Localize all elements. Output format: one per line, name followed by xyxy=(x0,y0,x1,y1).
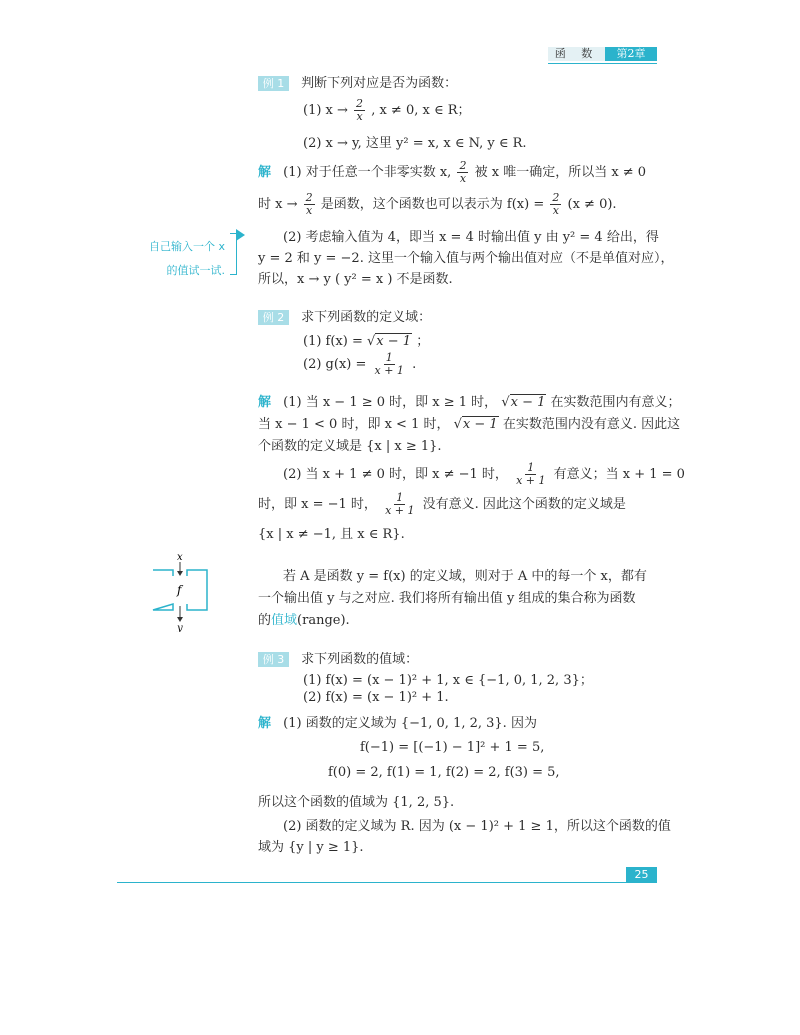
example-3-equation-1: f(−1) = [(−1) − 1]² + 1 = 5, xyxy=(360,740,545,755)
example-1-solution-line-1: 解 (1) 对于任意一个非零实数 x, $\frac{2}{x}$ 被 x 唯一确定，所以当 x ≠ 0 xyxy=(258,159,647,185)
page-number: 25 xyxy=(626,867,657,882)
example-1-item-2: (2) x → y, 这里 y² = x, x ∈ N, y ∈ R. xyxy=(303,136,527,151)
example-3-item-1: (1) f(x) = (x − 1)² + 1, x ∈ {−1, 0, 1, 2, 3}； xyxy=(303,673,593,688)
example-1-solution-line-3: (2) 考虑输入值为 4，即当 x = 4 时输出值 y 由 y² = 4 给出，得 xyxy=(283,230,659,245)
example-2-solution-line-4: (2) 当 x + 1 ≠ 0 时，即 x ≠ −1 时， $\frac{1}{x + 1}$ 有意义；当 x + 1 = 0 xyxy=(283,461,685,487)
example-2-title: 求下列函数的定义域： xyxy=(301,310,432,325)
range-definition-line-2: 一个输出值 y 与之对应. 我们将所有输出值 y 组成的集合称为函数 xyxy=(258,591,636,606)
example-2-badge: 例 2 xyxy=(258,310,289,325)
example-2-title-line xyxy=(258,306,431,325)
pointer-arrow-icon xyxy=(236,229,245,241)
example-1-solution-line-4: y = 2 和 y = −2. 这里一个输入值与两个输出值对应（不是单值对应）， xyxy=(258,251,674,266)
example-3-solution-line-3: (2) 函数的定义域为 R. 因为 (x − 1)² + 1 ≥ 1，所以这个函数的值 xyxy=(283,819,671,834)
fraction: $\frac{2}{x}$ xyxy=(459,159,467,185)
example-1-title-line xyxy=(258,72,457,91)
example-3-title: 求下列函数的值域： xyxy=(301,652,419,667)
example-2-solution-line-3: 个函数的定义域是 {x | x ≥ 1}. xyxy=(258,439,442,454)
example-2-solution-line-5: 时，即 x = −1 时， $\frac{1}{x + 1}$ 没有意义. 因此这个函数的定义域是 xyxy=(258,491,626,517)
example-1-title: 判断下列对应是否为函数： xyxy=(301,76,458,91)
fraction: $\frac{2}{x}$ xyxy=(552,191,560,217)
fraction: $\frac{2}{x}$ xyxy=(305,191,313,217)
fraction: $\frac{1}{x + 1}$ xyxy=(516,461,546,487)
diagram-function-label: f xyxy=(177,583,182,597)
example-2-solution-line-1: 解 (1) 当 x − 1 ≥ 0 时，即 x ≥ 1 时， √x − 1 在实数范围内有意义； xyxy=(258,395,681,410)
example-3-title-line xyxy=(258,648,418,667)
header-divider xyxy=(548,63,657,64)
example-2-item-1: (1) f(x) = √x − 1 ； xyxy=(303,334,430,349)
example-2-solution-line-2: 当 x − 1 < 0 时，即 x < 1 时， √x − 1 在实数范围内没有意义. 因此这 xyxy=(258,417,681,432)
example-1-item-1: (1) x → $\frac{2}{x}$ , x ≠ 0, x ∈ R； xyxy=(303,97,471,123)
range-definition-line-1: 若 A 是函数 y = f(x) 的定义域，则对于 A 中的每一个 x，都有 xyxy=(283,569,647,584)
example-3-badge: 例 3 xyxy=(258,652,289,667)
fraction: $\frac{1}{x + 1}$ xyxy=(374,351,404,377)
example-3-item-2: (2) f(x) = (x − 1)² + 1. xyxy=(303,690,449,705)
solution-label: 解 xyxy=(258,395,272,410)
example-1-solution-line-5: 所以，x → y ( y² = x ) 不是函数. xyxy=(258,272,453,287)
chapter-number: 第2章 xyxy=(605,47,657,61)
example-2-solution-line-6: {x | x ≠ −1, 且 x ∈ R}. xyxy=(258,527,405,542)
chapter-label: 函 数 xyxy=(548,47,605,61)
example-3-equation-2: f(0) = 2, f(1) = 1, f(2) = 2, f(3) = 5, xyxy=(328,765,560,780)
footer-divider xyxy=(117,882,657,883)
side-note: 自己输入一个 x 的值试一试. xyxy=(148,240,225,277)
range-definition-line-3: 的值域(range). xyxy=(258,613,350,628)
function-machine-diagram xyxy=(145,552,215,632)
fraction: $\frac{2}{x}$ xyxy=(356,97,364,123)
example-3-solution-line-2: 所以这个函数的值域为 {1, 2, 5}. xyxy=(258,795,455,810)
diagram-output-label: y xyxy=(177,623,183,632)
solution-label: 解 xyxy=(258,165,272,180)
example-1-solution-line-2: 时 x → $\frac{2}{x}$ 是函数，这个函数也可以表示为 f(x) = $\frac{2}{x}$ (x ≠ 0). xyxy=(258,191,617,217)
solution-label: 解 xyxy=(258,716,272,731)
example-2-item-2: (2) g(x) = $\frac{1}{x + 1}$ . xyxy=(303,351,417,377)
example-3-solution-line-1: 解 (1) 函数的定义域为 {−1, 0, 1, 2, 3}. 因为 xyxy=(258,716,537,731)
range-term: 值域 xyxy=(271,613,298,628)
example-3-solution-line-4: 域为 {y | y ≥ 1}. xyxy=(258,840,364,855)
example-1-badge: 例 1 xyxy=(258,76,289,91)
diagram-input-label: x xyxy=(177,552,183,563)
fraction: $\frac{1}{x + 1}$ xyxy=(385,491,415,517)
